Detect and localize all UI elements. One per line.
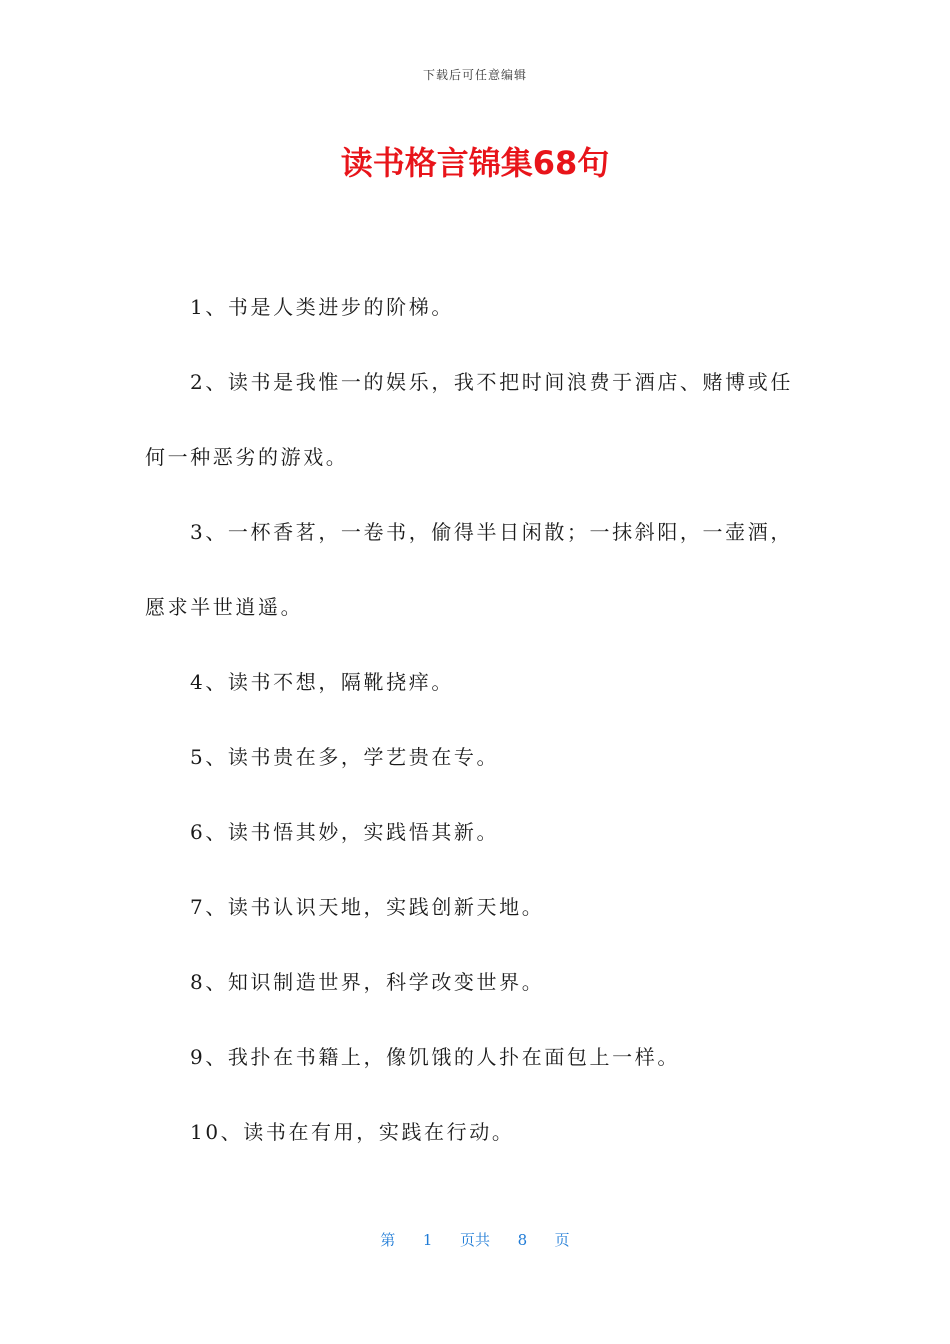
paragraph: 9、我扑在书籍上，像饥饿的人扑在面包上一样。 bbox=[190, 1045, 680, 1069]
footer-label-page: 第 bbox=[380, 1231, 396, 1249]
paragraph: 5、读书贵在多，学艺贵在专。 bbox=[190, 745, 500, 769]
footer-label-page-unit: 页共 bbox=[459, 1231, 490, 1249]
paragraph: 4、读书不想，隔靴挠痒。 bbox=[190, 670, 454, 694]
document-body bbox=[145, 270, 805, 1170]
paragraph: 10、读书在有用，实践在行动。 bbox=[190, 1120, 515, 1144]
paragraph: 2、读书是我惟一的娱乐，我不把时间浪费于酒店、赌博或任何一种恶劣的游戏。 bbox=[145, 370, 793, 469]
paragraph: 7、读书认识天地，实践创新天地。 bbox=[190, 895, 545, 919]
page-footer bbox=[0, 1229, 950, 1250]
footer-label-end: 页 bbox=[554, 1231, 570, 1249]
paragraph: 6、读书悟其妙，实践悟其新。 bbox=[190, 820, 500, 844]
footer-current-page: 1 bbox=[422, 1231, 433, 1249]
header-note: 下载后可任意编辑 bbox=[422, 68, 527, 82]
paragraph: 3、一杯香茗，一卷书，偷得半日闲散；一抹斜阳，一壶酒，愿求半世逍遥。 bbox=[145, 520, 793, 619]
footer-total-pages: 8 bbox=[517, 1231, 528, 1249]
document-title: 读书格言锦集68句 bbox=[340, 144, 610, 182]
paragraph: 1、书是人类进步的阶梯。 bbox=[190, 295, 454, 319]
paragraph: 8、知识制造世界，科学改变世界。 bbox=[190, 970, 545, 994]
